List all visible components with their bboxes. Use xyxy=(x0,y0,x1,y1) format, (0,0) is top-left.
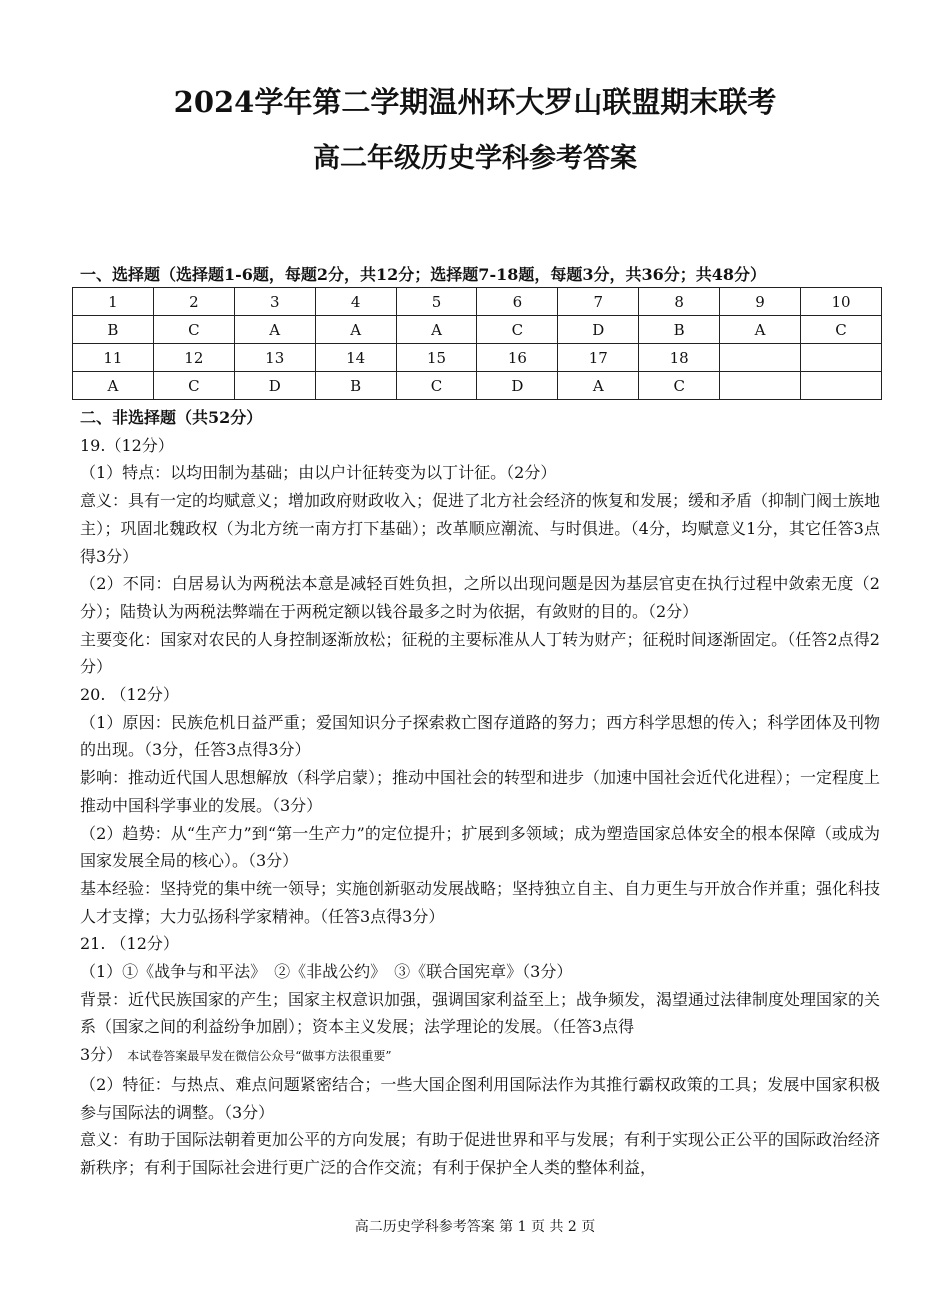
table-cell: 3 xyxy=(234,288,315,316)
table-cell: 10 xyxy=(801,288,882,316)
page-footer: 高二历史学科参考答案 第 1 页 共 2 页 xyxy=(354,1219,596,1235)
table-row xyxy=(73,288,882,316)
table-cell: 17 xyxy=(558,344,639,372)
table-cell: A xyxy=(234,316,315,344)
table-cell: 13 xyxy=(234,344,315,372)
table-cell: 5 xyxy=(396,288,477,316)
watermark-note: 本试卷答案最早发在微信公众号“做事方法很重要” xyxy=(127,1049,392,1064)
q21-significance: 意义：有助于国际法朝着更加公平的方向发展；有助于促进世界和平与发展；有利于实现公正公平的国际政治经济新秩序；有利于国际社会进行更广泛的合作交流；有利于保护全人类的整体利益， xyxy=(80,1130,881,1177)
table-cell: A xyxy=(315,316,396,344)
table-cell xyxy=(720,372,801,400)
table-cell: 16 xyxy=(477,344,558,372)
table-cell: 2 xyxy=(153,288,234,316)
q20-experience: 基本经验：坚持党的集中统一领导；实施创新驱动发展战略；坚持独立自主、自力更生与开放合作并重；强化科技人才支撑；大力弘扬科学家精神。（任答3点得3分） xyxy=(80,878,881,926)
answer-table-body xyxy=(73,288,882,400)
table-cell: B xyxy=(73,316,154,344)
table-cell: 8 xyxy=(639,288,720,316)
table-cell: 11 xyxy=(73,344,154,372)
table-cell: 6 xyxy=(477,288,558,316)
table-cell: 9 xyxy=(720,288,801,316)
q21-part1: （1）①《战争与和平法》 ②《非战公约》 ③《联合国宪章》（3分） xyxy=(80,962,573,982)
table-row xyxy=(73,316,882,344)
table-cell: 4 xyxy=(315,288,396,316)
page-subtitle: 高二年级历史学科参考答案 xyxy=(313,143,637,174)
table-cell: 18 xyxy=(639,344,720,372)
q19-part1: （1）特点：以均田制为基础；由以户计征转变为以丁计征。（2分） xyxy=(80,463,557,483)
q20-part1: （1）原因：民族危机日益严重；爱国知识分子探索救亡图存道路的努力；西方科学思想的传入；科学团体及刊物的出现。（3分，任答3点得3分） xyxy=(80,712,880,760)
table-cell: C xyxy=(153,316,234,344)
section2-heading: 二、非选择题（共52分） xyxy=(80,408,263,427)
table-cell: 15 xyxy=(396,344,477,372)
table-cell: A xyxy=(720,316,801,344)
q20-influence: 影响：推动近代国人思想解放（科学启蒙）；推动中国社会的转型和进步（加速中国社会近代化进程）；一定程度上推动中国科学事业的发展。（3分） xyxy=(80,768,881,815)
q21-background-score: 3分） xyxy=(80,1045,123,1065)
table-cell: C xyxy=(639,372,720,400)
q19-changes: 主要变化：国家对农民的人身控制逐渐放松；征税的主要标准从人丁转为财产；征税时间逐渐固定。（任答2点得2分） xyxy=(80,629,880,677)
table-cell: A xyxy=(73,372,154,400)
table-cell: 1 xyxy=(73,288,154,316)
q21-background: 背景：近代民族国家的产生；国家主权意识加强，强调国家利益至上；战争频发，渴望通过法律制度处理国家的关系（国家之间的利益纷争加剧）；资本主义发展；法学理论的发展。（任答3点得 xyxy=(80,989,881,1037)
table-cell: 14 xyxy=(315,344,396,372)
table-cell xyxy=(720,344,801,372)
table-cell: B xyxy=(639,316,720,344)
q20-part2: （2）趋势：从“生产力”到“第一生产力”的定位提升；扩展到多领域；成为塑造国家总体安全的根本保障（或成为国家发展全局的核心）。（3分） xyxy=(80,823,880,871)
q19-header: 19.（12分） xyxy=(80,435,174,455)
table-cell: D xyxy=(477,372,558,400)
table-cell: C xyxy=(396,372,477,400)
q21-header: 21. （12分） xyxy=(80,934,179,954)
table-cell: A xyxy=(558,372,639,400)
table-cell: C xyxy=(153,372,234,400)
table-cell: D xyxy=(558,316,639,344)
answer-table xyxy=(72,287,882,400)
free-response-section xyxy=(80,404,880,1182)
table-cell: 7 xyxy=(558,288,639,316)
table-cell xyxy=(801,344,882,372)
table-cell: 12 xyxy=(153,344,234,372)
table-cell: C xyxy=(477,316,558,344)
q20-header: 20. （12分） xyxy=(80,685,179,705)
page-title: 2024学年第二学期温州环大罗山联盟期末联考 xyxy=(173,85,777,119)
q19-part2: （2）不同：白居易认为两税法本意是减轻百姓负担，之所以出现问题是因为基层官吏在执行过程中敛索无度（2分）；陆贽认为两税法弊端在于两税定额以钱谷最多之时为依据，有敛财的目的。（2分） xyxy=(80,574,880,621)
q21-part2: （2）特征：与热点、难点问题紧密结合；一些大国企图利用国际法作为其推行霸权政策的工具；发展中国家积极参与国际法的调整。（3分） xyxy=(80,1074,880,1122)
section1-heading: 一、选择题（选择题1-6题，每题2分，共12分；选择题7-18题，每题3分，共36分；共48分） xyxy=(80,265,767,284)
table-cell xyxy=(801,372,882,400)
table-row xyxy=(73,372,882,400)
q21-background-end xyxy=(80,1041,880,1071)
table-row xyxy=(73,344,882,372)
table-cell: C xyxy=(801,316,882,344)
table-cell: D xyxy=(234,372,315,400)
table-cell: B xyxy=(315,372,396,400)
table-cell: A xyxy=(396,316,477,344)
q19-significance: 意义：具有一定的均赋意义；增加政府财政收入；促进了北方社会经济的恢复和发展；缓和矛盾（抑制门阀士族地主）；巩固北魏政权（为北方统一南方打下基础）；改革顺应潮流、与时俱进。（4分，均赋意义1分，其它任答3点得3分） xyxy=(80,491,881,566)
